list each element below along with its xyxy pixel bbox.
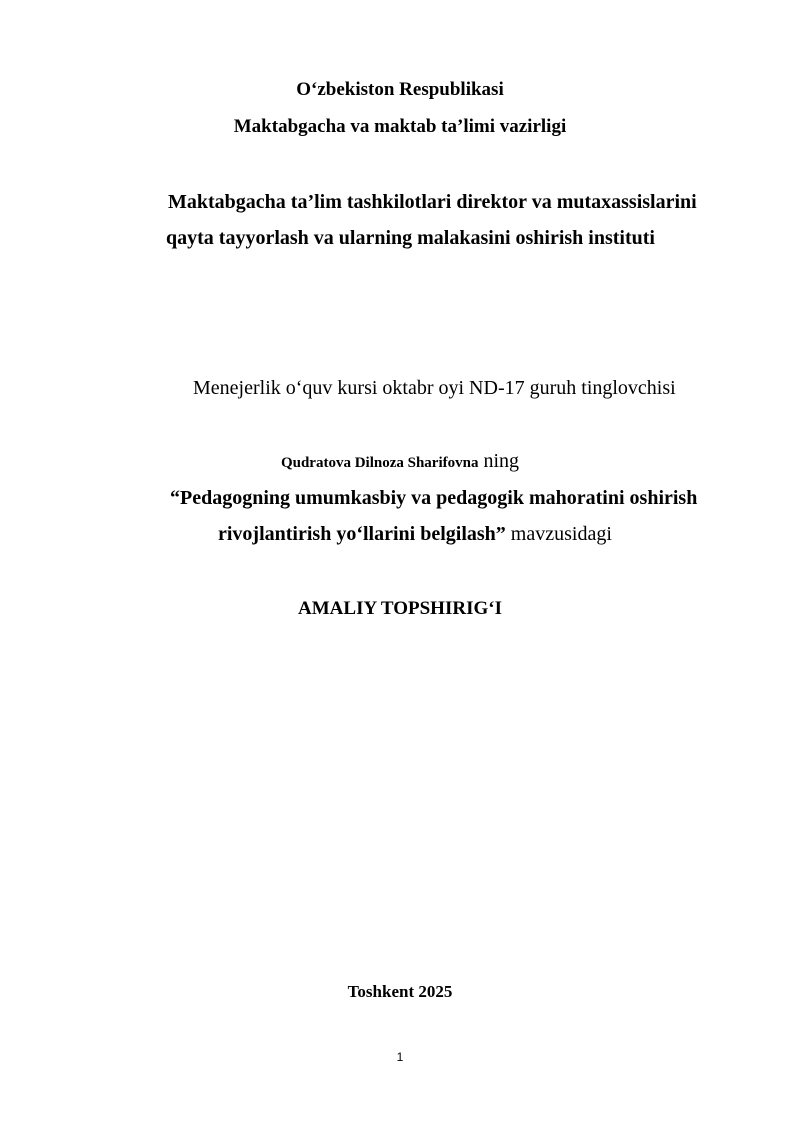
country-title: O‘zbekiston Respublikasi [296, 79, 504, 100]
page-number: 1 [396, 1050, 404, 1064]
topic-line-2-text: rivojlantirish yo‘llarini belgilash” [218, 523, 506, 545]
topic-suffix: mavzusidagi [505, 523, 612, 545]
document-type-title: AMALIY TOPSHIRIG‘I [298, 598, 502, 619]
institute-title-line-2: qayta tayyorlash va ularning malakasini oshirish instituti [166, 227, 655, 249]
author-name: Qudratova Dilnoza Sharifovna [280, 455, 479, 471]
author-line [0, 451, 800, 471]
topic-line-2 [218, 524, 612, 544]
ministry-title: Maktabgacha va maktab ta’limi vazirligi [233, 116, 567, 137]
topic-line-1: “Pedagogning umumkasbiy va pedagogik mahoratini oshirish [170, 487, 698, 509]
institute-title-line-1: Maktabgacha ta’lim tashkilotlari direktor va mutaxassislarini [168, 191, 697, 213]
author-suffix: ning [478, 450, 520, 472]
course-description: Menejerlik o‘quv kursi oktabr oyi ND-17 guruh tinglovchisi [193, 377, 676, 399]
place-year: Toshkent 2025 [347, 982, 453, 1001]
